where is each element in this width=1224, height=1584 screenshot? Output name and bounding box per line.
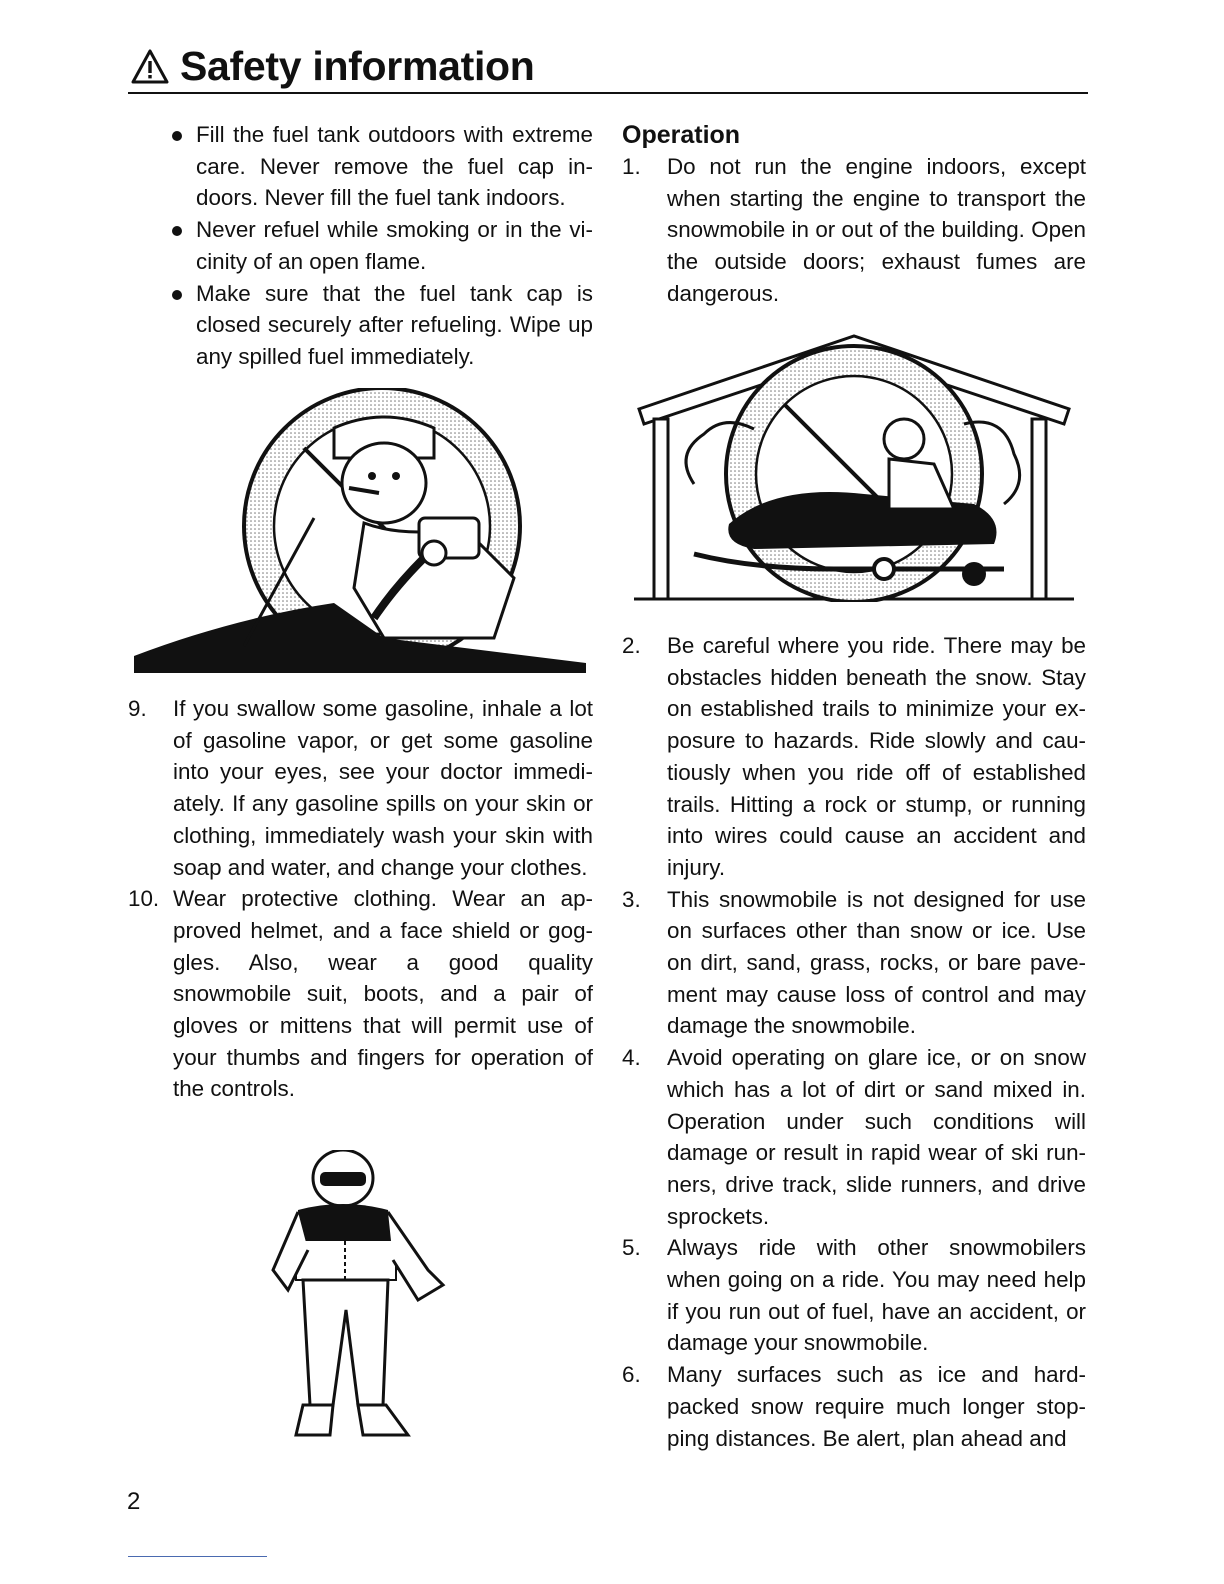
bullet-item	[128, 214, 593, 277]
item-text: Avoid operating on glare ice, or on snow which has a lot of dirt or sand mixed in. Operation under such conditions will damage or result in rapid wear of ski run-ners, drive track, slide runners, and drive sprockets.	[667, 1045, 1086, 1229]
item-number: 1.	[622, 154, 641, 179]
list-item	[128, 693, 593, 883]
engine-indoors-illustration	[634, 334, 1074, 602]
bullet-dot	[172, 226, 182, 236]
item-number: 5.	[622, 1235, 641, 1261]
bullet-text: Never refuel while smoking or in the vi-cinity of an open flame.	[196, 217, 593, 274]
list-item	[622, 1359, 1086, 1454]
list-item	[622, 151, 1086, 310]
item-number: 10.	[128, 886, 160, 912]
footer-divider	[128, 1556, 267, 1557]
page-header	[128, 40, 1088, 94]
bullet-item	[128, 119, 593, 214]
list-item	[622, 884, 1086, 1043]
list-item	[622, 630, 1086, 884]
item-text: Do not run the engine indoors, except when starting the engine to transport the snowmobile in or out of the building. Open the outside doors; exhaust fumes are dangerous.	[667, 154, 1086, 306]
warning-triangle-icon	[130, 48, 170, 86]
bullet-dot	[172, 131, 182, 141]
page-number: 2	[127, 1488, 141, 1515]
item-number: 3.	[622, 886, 641, 912]
left-column-top	[128, 119, 593, 373]
item-text: Always ride with other snowmobilers when going on a ride. You may need help if you run out of fuel, have an accident, or damage your snowmobile.	[667, 1235, 1086, 1356]
item-text: If you swallow some gasoline, inhale a lot of gasoline vapor, or get some gasoline into your eyes, see your doctor immedi-ately. If any gasoline spills on your skin or clothing, immediately wash your skin with soap and water, and change your clothes.	[173, 696, 593, 880]
item-text: Wear protective clothing. Wear an ap-proved helmet, and a face shield or gog-gles. Also, wear a good quality snowmobile suit, boots, and a pair of gloves or mittens that will permit use of your thumbs and fingers for operation of the controls.	[173, 886, 593, 1102]
page-title: Safety information	[180, 43, 535, 89]
protective-clothing-illustration	[268, 1150, 450, 1445]
item-number: 6.	[622, 1362, 641, 1388]
bullet-text: Make sure that the fuel tank cap is closed securely after refueling. Wipe up any spilled fuel immediately.	[196, 280, 593, 369]
item-number: 4.	[622, 1045, 641, 1071]
right-column-top	[622, 119, 1086, 310]
item-text: Be careful where you ride. There may be obstacles hidden beneath the snow. Stay on established trails to minimize your ex-posure to hazards. Ride slowly and cau-tiously when you ride off of established trails. Hitting a rock or stump, or running into wires could cause an accident and injury.	[667, 633, 1086, 880]
item-text: Many surfaces such as ice and hard-packed snow require much longer stop-ping distances. Be alert, plan ahead and	[667, 1362, 1086, 1451]
list-item	[128, 883, 593, 1105]
list-item	[622, 1042, 1086, 1232]
left-column-bottom	[128, 693, 593, 1105]
item-text: This snowmobile is not designed for use on surfaces other than snow or ice. Use on dirt, sand, grass, rocks, or bare pave-ment may cause loss of control and may damage the snowmobile.	[667, 886, 1086, 1039]
bullet-text: Fill the fuel tank outdoors with extreme care. Never remove the fuel cap in-doors. Never fill the fuel tank indoors.	[196, 122, 593, 211]
right-column-bottom	[622, 630, 1086, 1454]
refueling-smoking-illustration	[134, 388, 586, 673]
section-heading-operation: Operation	[622, 121, 741, 149]
bullet-dot	[172, 290, 182, 300]
item-number: 9.	[128, 696, 147, 721]
item-number: 2.	[622, 633, 641, 658]
bullet-item	[128, 278, 593, 373]
list-item	[622, 1232, 1086, 1359]
